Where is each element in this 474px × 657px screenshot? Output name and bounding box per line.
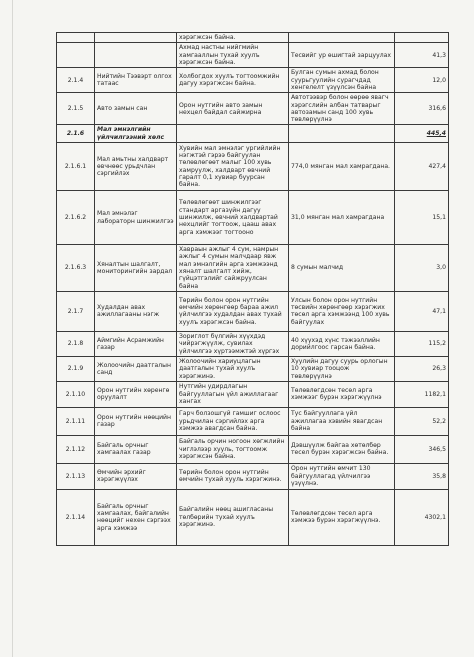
row-name: Хяналтын шалгалт, мониторингийн зардал [95,245,177,292]
row-code: 2.1.7 [57,291,95,331]
row-amount: 445,4 [395,125,449,143]
row-action: Хавраын ажлыг 4 сум, намрын ажлыг 4 сумын малчдаар явж мал эмнэлгийн арга хэмжээнд хяналт шалгалт хийж, гүйцэтгэлийг сайжруулсан байна [177,245,289,292]
row-amount: 427,4 [395,143,449,191]
row-code: 2.1.6.1 [57,143,95,191]
row-result: 774,0 мянган мал хамрагдана. [289,143,395,191]
row-action: Нутгийн удирдлагын байгууллагын үйл ажиллагааг хангах [177,381,289,407]
row-action: Ахмад настны нийгмийн хамгааллын тухай хуулъ хэрэгжсэн байна. [177,43,289,68]
row-result: Тесвийг ур өшигтай зарцуулах [289,43,395,68]
row-action: Гарч болзошгүй гамшиг ослоос урьдчилан сэргийлэх арга хэмжээ авагдсан байна. [177,407,289,435]
row-result: Төлөвлөгдсөн тесөл арга хэмжээг бурэн хэрэгжүүлнэ [289,381,395,407]
row-code: 2.1.13 [57,463,95,489]
table-row [57,245,449,292]
row-name: Орон нутгийн нөөцийн газар [95,407,177,435]
row-action: Байгаль орчин ногоон хөгжлийн чиглэлээр хууль, тогтоомж хэрэгжсэн байна. [177,435,289,463]
table-row [57,143,449,191]
row-amount: 346,5 [395,435,449,463]
table-row [57,489,449,545]
table-row [57,356,449,381]
row-code: 2.1.14 [57,489,95,545]
row-result: Булган сумын ахмад болон суурьгуулийн сурагчдад хенгелелт үзүүлсэн байна [289,68,395,93]
table-row [57,435,449,463]
table-row [57,407,449,435]
row-action: Холбогдох хуулъ тогтоомжийн дагуу хэрэгжсэн байна. [177,68,289,93]
row-code: 2.1.9 [57,356,95,381]
row-code: 2.1.6.2 [57,191,95,245]
row-amount: 1182,1 [395,381,449,407]
row-amount: 4302,1 [395,489,449,545]
row-action: Зориглот бүлгийн хүүхдэд чийрэгжүүлж, сувилах үйлчилгээ хүртээмжтэй хүргэх [177,331,289,356]
row-amount: 15,1 [395,191,449,245]
row-name: Мал эмнэлэг лабораторн шинжилгээ [95,191,177,245]
row-result: 40 хүүхэд хүнс тэжээллийн дорийлгоос гарсан байна. [289,331,395,356]
row-name: Аймгийн Асрамжийн газар [95,331,177,356]
row-result: Орон нутгийн өмчит 130 байгууллагад үйлчилгээ үзүүлнэ. [289,463,395,489]
row-code: 2.1.5 [57,93,95,125]
row-action: Төрийн болон орон нутгийн өмчийн хөрөнгөөр бараа ажил үйлчилгээ худалдан авах тухай хуулъ хэрэгжсэн байна. [177,291,289,331]
row-result: Автотээвэр болон өөрөө явагч хэрэгслийн албан татварыг автозамын санд 100 хувь төвлөрүүлнэ [289,93,395,125]
row-amount: 12,0 [395,68,449,93]
row-name: Байгаль орчныг хамгаалах, байгалийн нөөцийг нехен сэргээх арга хэмжээ [95,489,177,545]
row-action: Хувийн мал эмнэлэг ургийлийн нэгжтэй гэрээ байгуулан төлөвлөгөөт малыг 100 хувь хамруулж, халдварт өвчний гаралт 0,1 хувиар буурсан байна. [177,143,289,191]
budget-table [56,32,449,546]
row-action: Төрийн болон орон нутгийн өмчийн тухай хууль хэрэгжинэ. [177,463,289,489]
table-row [57,68,449,93]
row-code: 2.1.11 [57,407,95,435]
row-action: Байгалийн нөөц ашигласаны төлбөрийн тухай хуулъ хэрэгжинэ. [177,489,289,545]
row-amount: 26,3 [395,356,449,381]
row-result [289,125,395,143]
row-code: 2.1.4 [57,68,95,93]
row-result: 8 сумын малчид [289,245,395,292]
row-amount: 41,3 [395,43,449,68]
row-amount: 115,2 [395,331,449,356]
row-name: Байгаль орчныг хамгаалах газар [95,435,177,463]
row-name [95,33,177,43]
row-result: Тус байгууллага үйл ажиллагаа хэвийн явагдсан байна [289,407,395,435]
row-name [95,43,177,68]
row-code: 2.1.8 [57,331,95,356]
row-code [57,33,95,43]
row-result: Улсын болон орон нутгийн төсвийн хөрөнгөөр хэрэгжих төсөл арга хэмжээнд 100 хувь байгуулах [289,291,395,331]
table-row [57,291,449,331]
row-name: Өмчийн эрхийг хэрэгжүүлэх [95,463,177,489]
table-row [57,381,449,407]
table-row [57,463,449,489]
row-name: Жолоочийн даатгалын санд [95,356,177,381]
row-code: 2.1.6.3 [57,245,95,292]
row-amount: 35,8 [395,463,449,489]
budget-table-body [57,33,449,546]
row-action: хэрэгжсэн байна. [177,33,289,43]
table-row [57,43,449,68]
page-edge-line [12,0,13,657]
row-result: Төлөвлөгдсөн тесел арга хэмжээ бурэн хэрэгжүүлнэ. [289,489,395,545]
row-name: Мал эмнэлгийн үйлчилгээний хөлс [95,125,177,143]
row-action: Төлөвлөгөөт шинжилгээг стандарт аргазүйн дагуу шинжилж, өвчний халдвартай нехцлийг тогтоож, цааш авах арга хэмжээг тогтооно [177,191,289,245]
row-name: Авто замын сан [95,93,177,125]
row-amount: 3,0 [395,245,449,292]
row-name: Мал амьтны халдварт өвчнөөс урьдчлан сэргийлэх [95,143,177,191]
row-name: Орон нутгийн хөренгө оруулалт [95,381,177,407]
row-amount: 47,1 [395,291,449,331]
row-amount: 52,2 [395,407,449,435]
row-amount: 316,6 [395,93,449,125]
row-code: 2.1.12 [57,435,95,463]
table-row [57,331,449,356]
row-code [57,43,95,68]
section-row [57,125,449,143]
row-name: Худалдан авах ажиллагааны нэгж [95,291,177,331]
row-result [289,33,395,43]
table-row [57,93,449,125]
row-result: Дэвшүүлж байгаа хөтөлбөр тесел бурэн хэрэгжсэн байна. [289,435,395,463]
row-code: 2.1.10 [57,381,95,407]
row-action: Жолоочийн хариуцлагын даатгалын тухай хуулъ хэрэгжинэ. [177,356,289,381]
row-amount [395,33,449,43]
row-result: Хуулийн дагуу суурь орлогын 10 хувиар тооцож төвлөрүүлнэ [289,356,395,381]
table-row [57,191,449,245]
table-row [57,33,449,43]
row-result: 31,0 мянган мал хамрагдана [289,191,395,245]
row-action [177,125,289,143]
row-code: 2.1.6 [57,125,95,143]
row-action: Орон нутгийн авто замын нехцел байдал сайжирна [177,93,289,125]
row-name: Нийтийн Тээвэрт олгох татаас [95,68,177,93]
